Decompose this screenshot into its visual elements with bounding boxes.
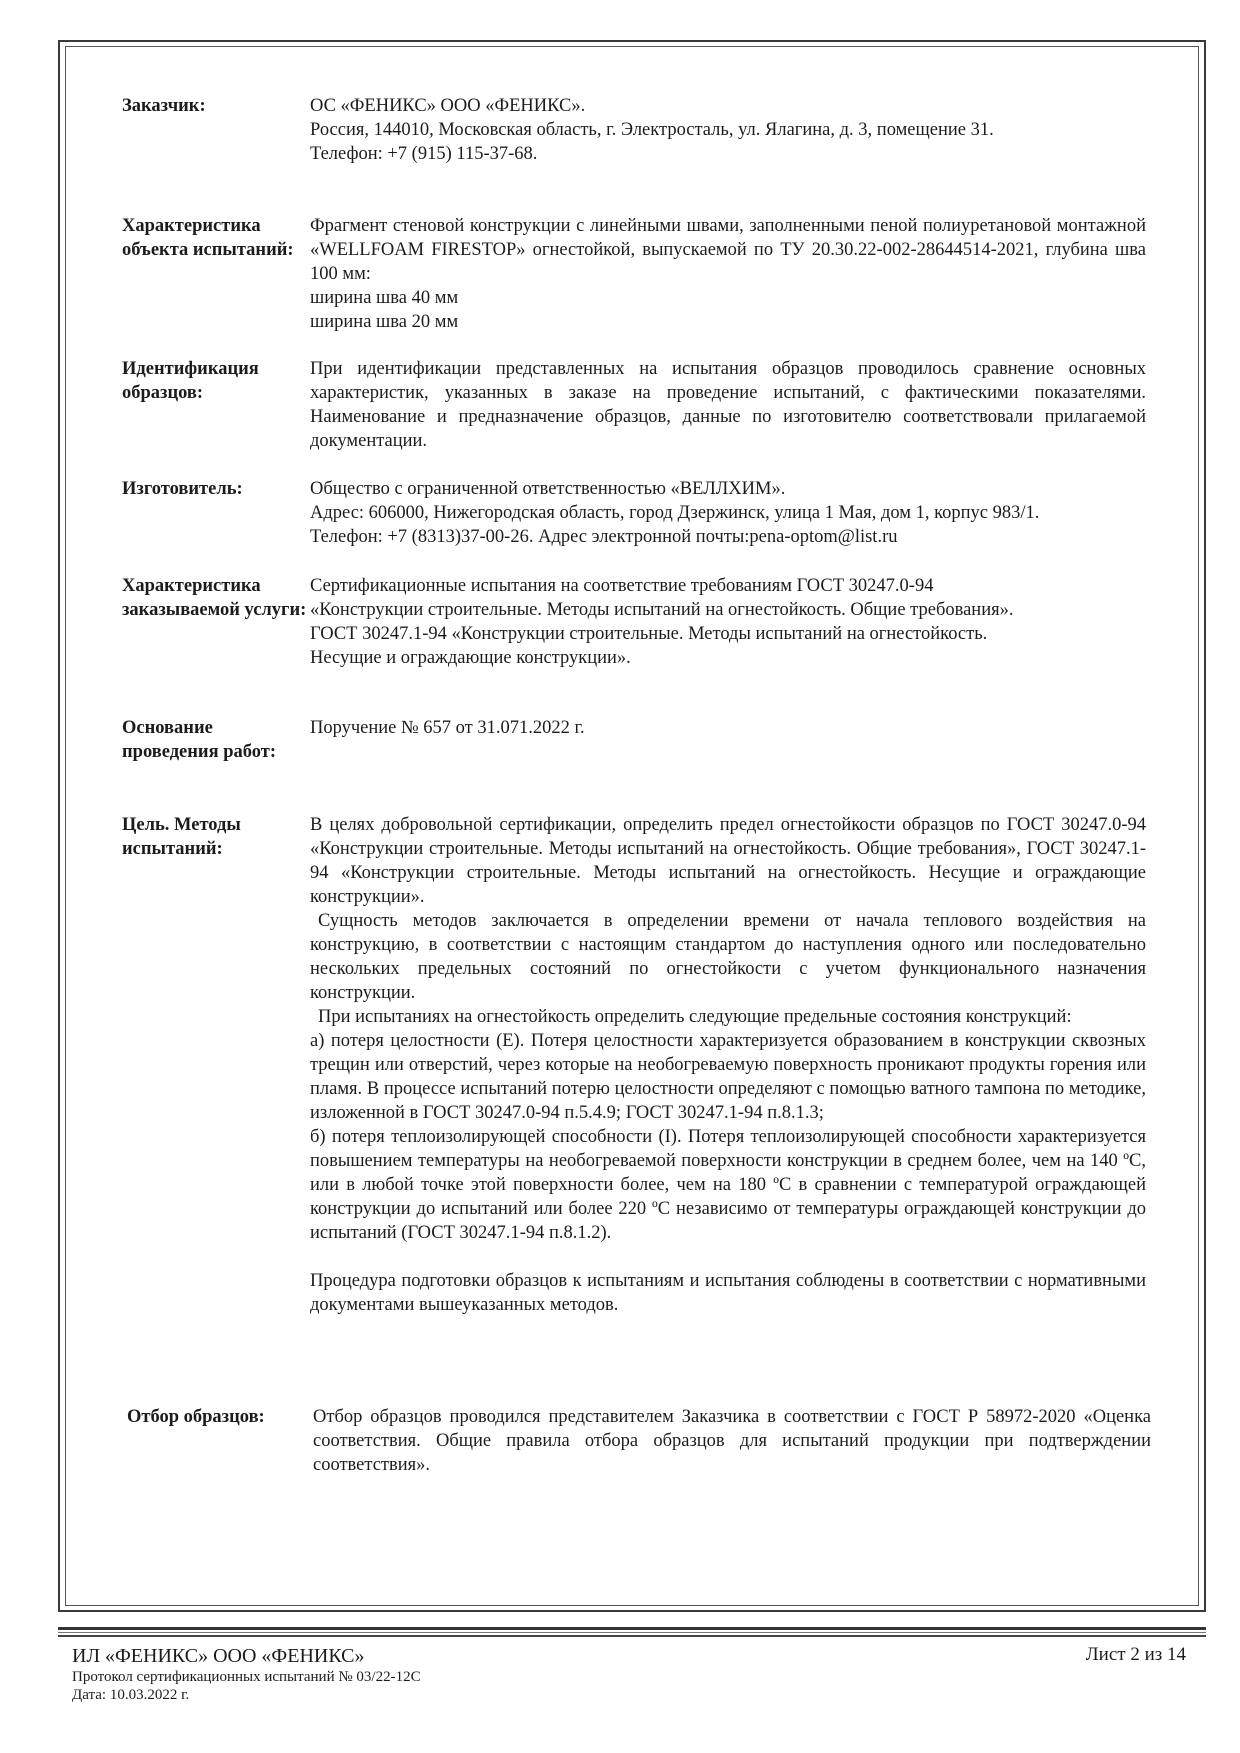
service-label: Характеристика заказываемой услуги:: [122, 576, 307, 620]
footer-sheet-number: Лист 2 из 14: [1085, 1644, 1186, 1665]
footer-rule: [58, 1627, 1206, 1637]
sampling-section: [127, 1405, 1151, 1477]
customer-section: [122, 94, 1146, 166]
object-width: ширина шва 40 мм: [310, 288, 459, 308]
manufacturer-line: Общество с ограниченной ответственностью «ВЕЛЛХИМ».: [310, 479, 786, 499]
service-line: Сертификационные испытания на соответствие требованиям ГОСТ 30247.0-94: [310, 576, 934, 596]
purpose-paragraph: Сущность методов заключается в определении времени от начала теплового воздействия на конструкцию, в соответствии с настоящим стандартом до наступления одного или последовательно нескольких предельных состояний по огнестойкости с учетом функционального назначения конструкции.: [310, 911, 1146, 1003]
service-line: Несущие и ограждающие конструкции».: [310, 648, 631, 668]
purpose-paragraph: а) потеря целостности (Е). Потеря целостности характеризуется образованием в конструкции сквозных трещин или отверстий, через которые на необогреваемую поверхность проникают продукты горения или пламя. В процессе испытаний потерю целостности определяют с помощью ватного тампона по методике, изложенной в ГОСТ 30247.0-94 п.5.4.9; ГОСТ 30247.1-94 п.8.1.3;: [310, 1031, 1146, 1123]
basis-section: [122, 716, 1146, 764]
manufacturer-line: Телефон: +7 (8313)37-00-26. Адрес электронной почты:pena-optom@list.ru: [310, 527, 898, 547]
footer-protocol: Протокол сертификационных испытаний № 03/22-12С: [72, 1669, 421, 1685]
sampling-text: Отбор образцов проводился представителем Заказчика в соответствии с ГОСТ Р 58972-2020 «Оценка соответствия. Общие правила отбора образцов для испытаний продукции при подтверждении соответствия».: [313, 1407, 1151, 1475]
object-text: Фрагмент стеновой конструкции с линейными швами, заполненными пеной полиуретановой монтажной «WELLFOAM FIRESTOP» огнестойкой, выпускаемой по ТУ 20.30.22-002-28644514-2021, глубина шва 100 мм:: [310, 216, 1146, 284]
footer-org: ИЛ «ФЕНИКС» ООО «ФЕНИКС»: [72, 1645, 365, 1667]
purpose-section: [122, 813, 1146, 1317]
manufacturer-label: Изготовитель:: [122, 479, 243, 499]
basis-text: Поручение № 657 от 31.071.2022 г.: [310, 718, 585, 738]
footer-date: Дата: 10.03.2022 г.: [72, 1687, 190, 1703]
purpose-label: Цель. Методы испытаний:: [122, 815, 241, 859]
purpose-paragraph: б) потеря теплоизолирующей способности (I). Потеря теплоизолирующей способности характеризуется повышением температуры на необогреваемой поверхности конструкции в среднем более, чем на 140 ºС, или в любой точке этой поверхности более, чем на 180 ºС в сравнении с температурой ограждающей конструкции до испытаний или более 220 ºС независимо от температуры ограждающей конструкции до испытаний (ГОСТ 30247.1-94 п.8.1.2).: [310, 1127, 1146, 1243]
identification-text: При идентификации представленных на испытания образцов проводилось сравнение основных характеристик, указанных в заказе на проведение испытаний, с фактическими показателями. Наименование и предназначение образцов, данные по изготовителю соответствовали прилагаемой документации.: [310, 359, 1146, 451]
service-line: ГОСТ 30247.1-94 «Конструкции строительные. Методы испытаний на огнестойкость.: [310, 624, 988, 644]
manufacturer-line: Адрес: 606000, Нижегородская область, город Дзержинск, улица 1 Мая, дом 1, корпус 983/1.: [310, 503, 1040, 523]
sampling-label: Отбор образцов:: [127, 1407, 265, 1427]
customer-line: Телефон: +7 (915) 115-37-68.: [310, 144, 538, 164]
object-section: [122, 214, 1146, 334]
service-line: «Конструкции строительные. Методы испытаний на огнестойкость. Общие требования».: [310, 600, 1014, 620]
customer-line: ОС «ФЕНИКС» ООО «ФЕНИКС».: [310, 96, 586, 116]
identification-section: [122, 357, 1146, 453]
basis-label: Основание проведения работ:: [122, 718, 277, 762]
object-width: ширина шва 20 мм: [310, 312, 459, 332]
customer-label: Заказчик:: [122, 96, 206, 116]
service-section: [122, 574, 1146, 670]
manufacturer-section: [122, 477, 1146, 549]
purpose-paragraph: При испытаниях на огнестойкость определить следующие предельные состояния конструкций:: [318, 1007, 1072, 1027]
object-label: Характеристика объекта испытаний:: [122, 216, 294, 260]
purpose-paragraph: В целях добровольной сертификации, определить предел огнестойкости образцов по ГОСТ 30247.0-94 «Конструкции строительные. Методы испытаний на огнестойкость. Общие требования», ГОСТ 30247.1-94 «Конструкции строительные. Методы испытаний на огнестойкость. Несущие и ограждающие конструкции».: [310, 815, 1146, 907]
customer-line: Россия, 144010, Московская область, г. Электросталь, ул. Ялагина, д. 3, помещение 31.: [310, 120, 994, 140]
footer: [72, 1644, 1196, 1704]
purpose-paragraph: Процедура подготовки образцов к испытаниям и испытания соблюдены в соответствии с нормативными документами вышеуказанных методов.: [310, 1271, 1146, 1315]
identification-label: Идентификация образцов:: [122, 359, 259, 403]
